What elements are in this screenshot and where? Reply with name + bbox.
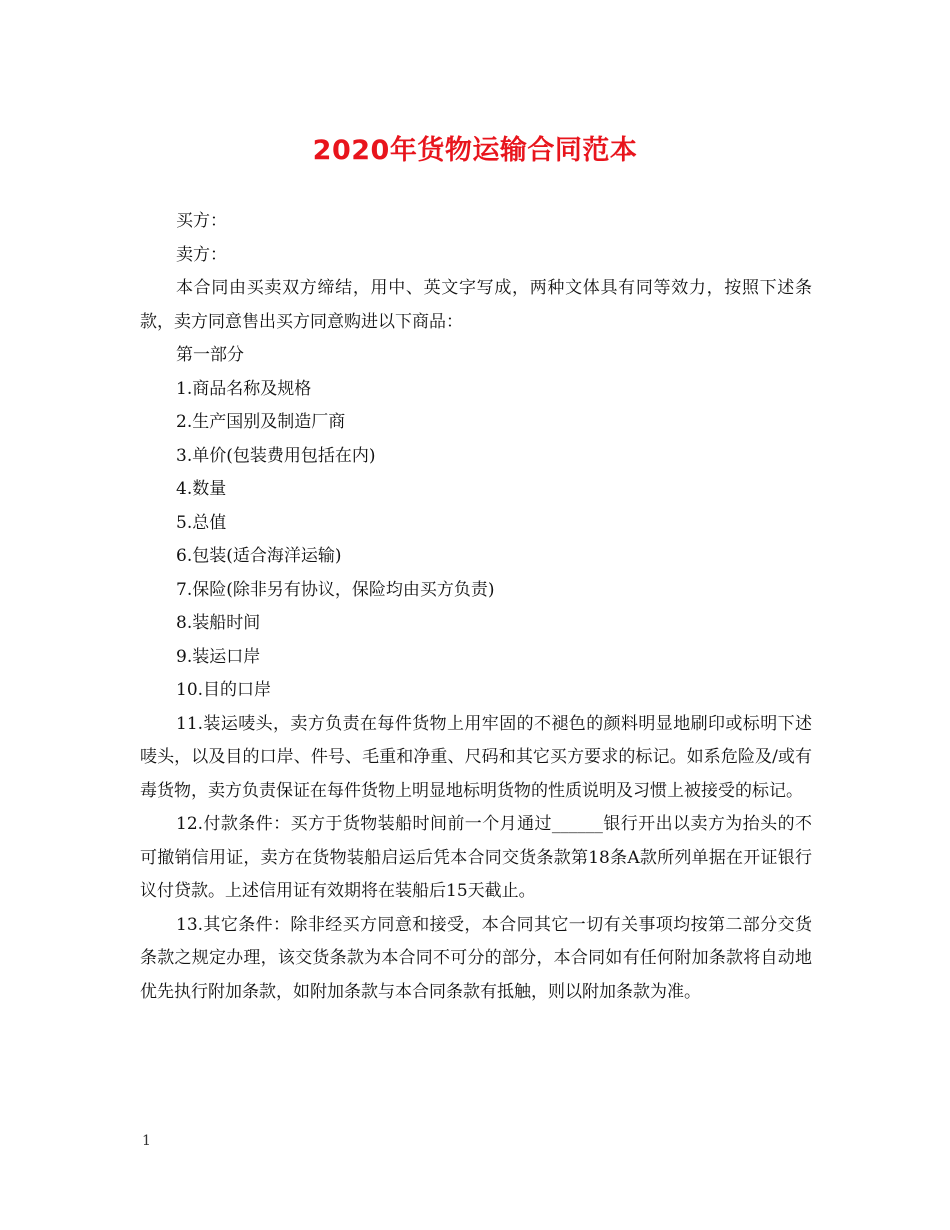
paragraph-item-1: 1.商品名称及规格 [176,378,312,399]
paragraph-item-5: 5.总值 [176,512,227,533]
paragraph-item-4: 4.数量 [176,479,227,499]
paragraph-intro: 本合同由买卖双方缔结，用中、英文字写成，两种文体具有同等效力，按照下述条款，卖方同意售出买方同意购进以下商品： [140,278,812,332]
document-title: 2020年货物运输合同范本 [312,135,638,166]
paragraph-seller: 卖方： [176,244,227,265]
paragraph-item-2: 2.生产国别及制造厂商 [176,412,346,432]
paragraph-item-7: 7.保险(除非另有协议，保险均由买方负责) [176,579,495,600]
paragraph-item-12: 12.付款条件：买方于货物装船时间前一个月通过______银行开出以卖方为抬头的不可撤销信用证，卖方在货物装船启运后凭本合同交货条款第18条A款所列单据在开证银行议付贷款。上述信用证有效期将在装船后15天截止。 [140,814,812,901]
paragraph-part-one: 第一部分 [176,345,244,365]
paragraph-item-11: 11.装运唛头，卖方负责在每件货物上用牢固的不褪色的颜料明显地刷印或标明下述唛头，以及目的口岸、件号、毛重和净重、尺码和其它买方要求的标记。如系危险及/或有毒货物，卖方负责保证在每件货物上明显地标明货物的性质说明及习惯上被接受的标记。 [140,713,812,801]
paragraph-item-10: 10.目的口岸 [176,680,272,700]
paragraph-item-9: 9.装运口岸 [176,646,261,667]
paragraph-item-6: 6.包装(适合海洋运输) [176,546,342,566]
paragraph-buyer: 买方： [176,211,227,231]
paragraph-item-3: 3.单价(包装费用包括在内) [176,445,376,466]
document-body [140,205,812,1009]
paragraph-item-13: 13.其它条件：除非经买方同意和接受，本合同其它一切有关事项均按第二部分交货条款之规定办理，该交货条款为本合同不可分的部分，本合同如有任何附加条款将自动地优先执行附加条款，如附加条款与本合同条款有抵触，则以附加条款为准。 [140,914,812,1002]
paragraph-item-8: 8.装船时间 [176,613,261,633]
page-number: 1 [142,1133,151,1149]
